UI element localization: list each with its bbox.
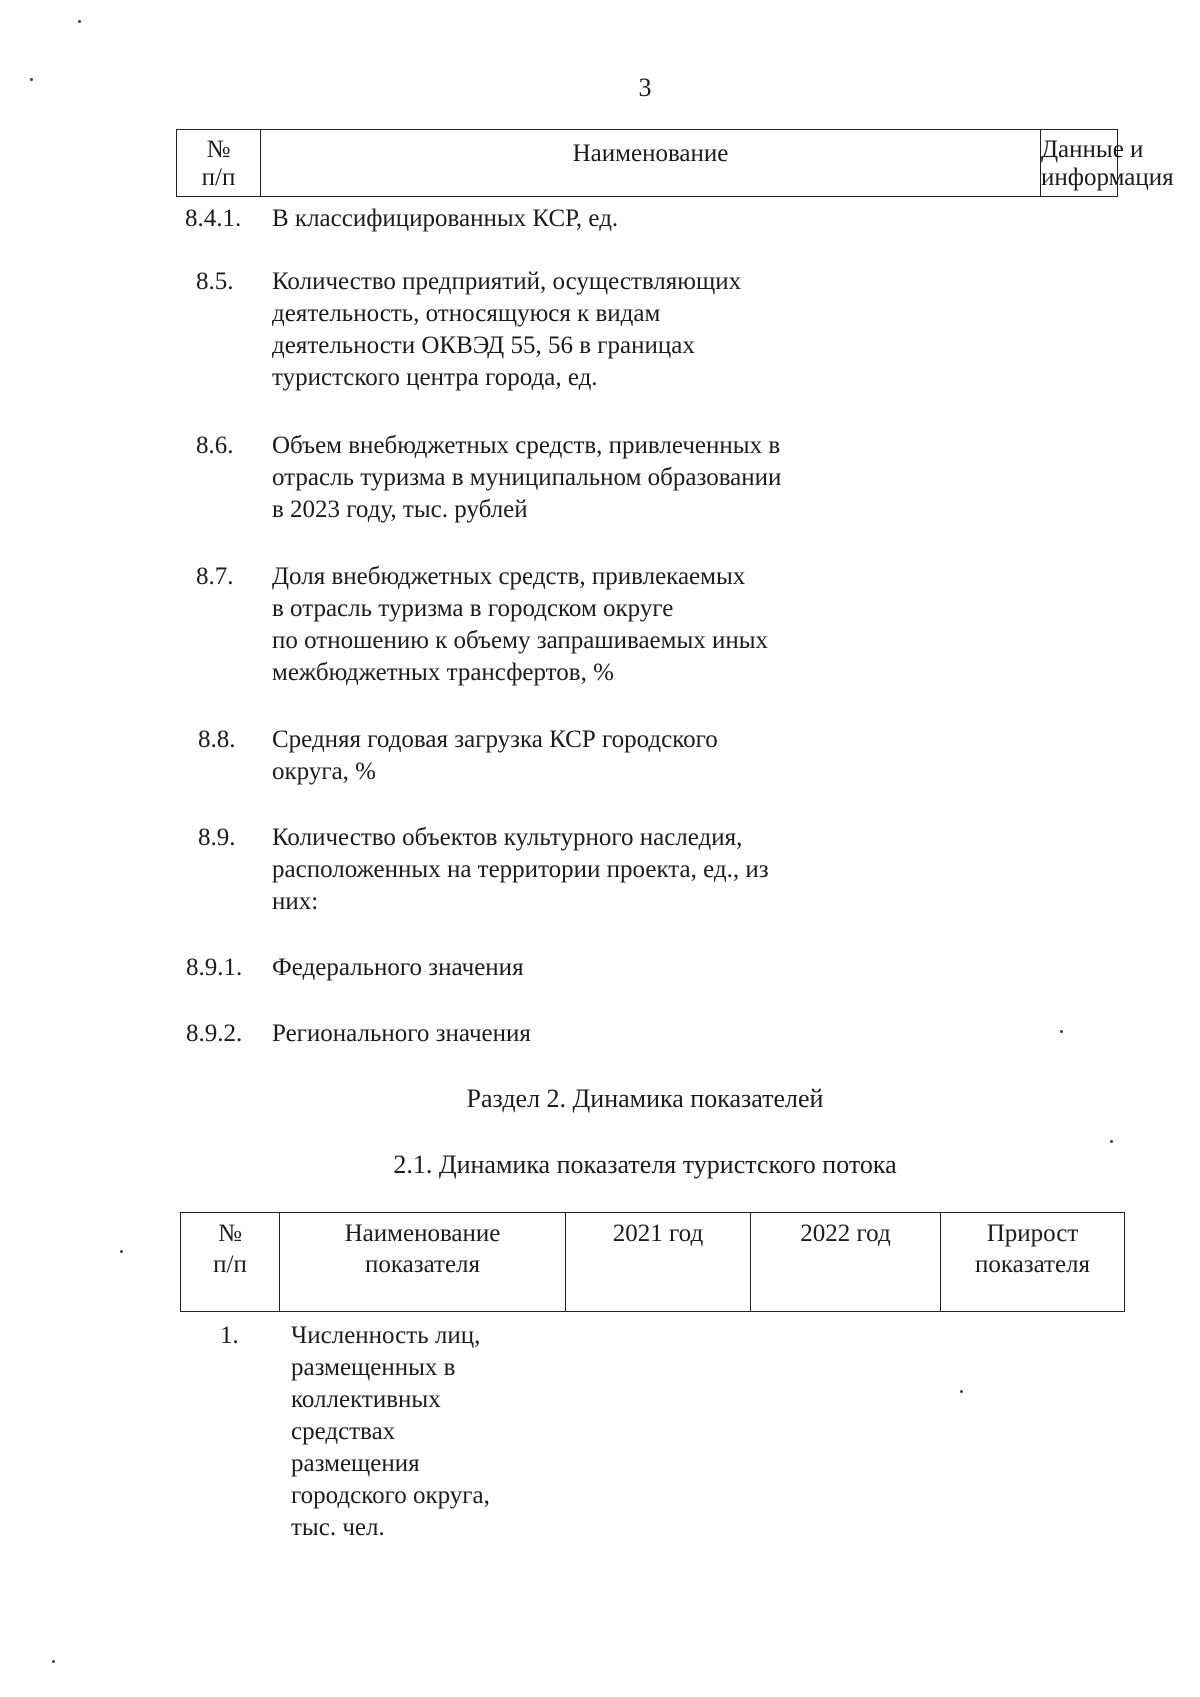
scan-speck (78, 20, 81, 23)
item-number: 8.8. (198, 726, 236, 753)
item-text: Объем внебюджетных средств, привлеченных в отрасль туризма в муниципальном образовании в 2023 году, тыс. рублей (272, 432, 782, 523)
col-year-2021 (566, 1213, 751, 1311)
header-table (176, 129, 1174, 197)
subsection-title: 2.1. Динамика показателя туристского потока (393, 1150, 897, 1179)
table-row-text: Численность лиц, размещенных в коллективных средствах размещения городского округа, тыс. чел. (291, 1322, 490, 1541)
page-number: 3 (638, 73, 652, 102)
col-growth-line2: показателя (974, 1251, 1091, 1278)
header-col-data-line1: Данные и (1041, 136, 1144, 163)
scan-speck (1060, 1030, 1063, 1033)
item-text: Федерального значения (272, 954, 524, 981)
scan-speck (30, 78, 33, 81)
header-col-data (1041, 130, 1174, 196)
indicator-table-header (180, 1212, 1125, 1312)
header-col-data-line2: информация (1041, 164, 1174, 191)
section-title: Раздел 2. Динамика показателей (466, 1084, 824, 1113)
col-growth-line1: Прирост (986, 1220, 1079, 1247)
item-number: 8.7. (196, 563, 234, 590)
col-number-line2: п/п (213, 1251, 247, 1278)
item-number: 8.5. (196, 268, 234, 295)
item-number: 8.9.2. (186, 1020, 243, 1047)
item-number: 8.6. (196, 432, 234, 459)
item-text: Регионального значения (272, 1020, 531, 1047)
item-number: 8.4.1. (185, 205, 242, 232)
col-indicator-name-line1: Наименование (344, 1220, 501, 1247)
col-year-2021-label: 2021 год (612, 1220, 704, 1247)
scan-speck (52, 1660, 55, 1663)
col-number (181, 1213, 280, 1311)
col-year-2022 (751, 1213, 941, 1311)
item-number: 8.9.1. (186, 954, 243, 981)
col-indicator-name-line2: показателя (364, 1251, 481, 1278)
header-col-number-line2: п/п (201, 164, 236, 191)
col-year-2022-label: 2022 год (800, 1220, 891, 1247)
header-col-name: Наименование (261, 130, 1041, 196)
item-text: Средняя годовая загрузка КСР городского округа, % (272, 726, 718, 785)
item-text: Количество объектов культурного наследия, расположенных на территории проекта, ед., из них: (272, 824, 769, 915)
item-number: 8.9. (198, 824, 236, 851)
col-indicator-name (280, 1213, 566, 1311)
col-growth (941, 1213, 1124, 1311)
scan-speck (1110, 1140, 1113, 1143)
table-row-number: 1. (220, 1322, 239, 1349)
header-col-number-line1: № (206, 136, 231, 163)
item-text: В классифицированных КСР, ед. (272, 205, 619, 232)
scan-speck (960, 1390, 963, 1393)
item-text: Доля внебюджетных средств, привлекаемых в отрасль туризма в городском округе по отношению к объему запрашиваемых иных межбюджетных трансфертов, % (272, 563, 769, 686)
item-text: Количество предприятий, осуществляющих деятельность, относящуюся к видам деятельности ОКВЭД 55, 56 в границах туристского центра города, ед. (272, 268, 742, 391)
col-number-line1: № (218, 1220, 242, 1247)
header-col-number (177, 130, 261, 196)
scan-speck (120, 1250, 123, 1253)
